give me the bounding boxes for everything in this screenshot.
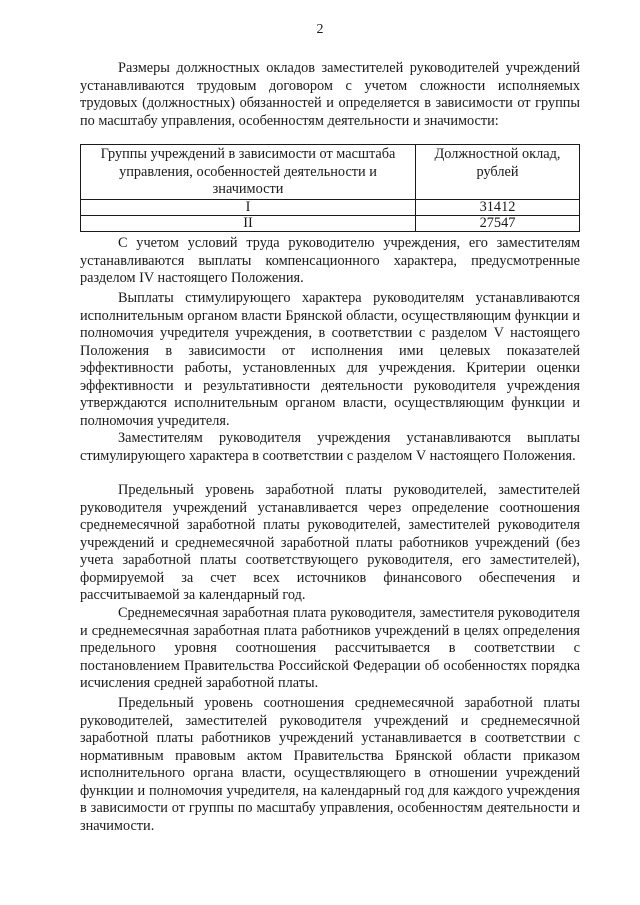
table-header-row <box>81 145 580 200</box>
group-cell: I <box>81 199 416 215</box>
page-number: 2 <box>316 22 324 37</box>
salary-cell: 31412 <box>416 199 580 215</box>
paragraph-salary-limit: Предельный уровень заработной платы руководителей, заместителей руководителя учреждений устанавливается через определение соотношения среднемесячной заработной платы руководителей, заместителей руководителя учреждений и среднемесячной заработной платы работников учреждений (без учета заработной платы соответствующего руководителя, его заместителей), формируемой за счет всех источников финансового обеспечения и рассчитываемой за календарный год. <box>80 482 580 603</box>
group-cell: II <box>81 215 416 231</box>
paragraph-average-salary: Среднемесячная заработная плата руководителя, заместителя руководителя и среднемесячная заработная плата работников учреждений в целях определения предельного уровня соотношения рассчитывается в соответствии с постановлением Правительства Российской Федерации об особенностях порядка исчисления средней заработной платы. <box>80 605 580 691</box>
paragraph-incentive-deputies: Заместителям руководителя учреждения устанавливаются выплаты стимулирующего характера в соответствии с разделом V настоящего Положения. <box>80 430 580 464</box>
table-row <box>81 215 580 231</box>
paragraph-compensation: С учетом условий труда руководителю учреждения, его заместителям устанавливаются выплаты компенсационного характера, предусмотренные разделом IV настоящего Положения. <box>80 235 580 286</box>
paragraph-ratio-limit: Предельный уровень соотношения среднемесячной заработной платы руководителей, заместителей руководителя учреждений и среднемесячной заработной платы работников учреждений устанавливается в соответствии с нормативным правовым актом Правительства Брянской области приказом исполнительного органа власти, осуществляющего в отношении учреждений функции и полномочия учредителя, на календарный год для каждого учреждения в зависимости от группы по масштабу управления, особенностям деятельности и значимости. <box>80 695 580 834</box>
paragraph-deputy-salaries: Размеры должностных окладов заместителей руководителей учреждений устанавливаются трудовым договором с учетом сложности исполняемых трудовых (должностных) обязанностей и определяется в зависимости от группы по масштабу управления, особенностям деятельности и значимости: <box>80 60 580 129</box>
salary-table <box>80 144 580 232</box>
table-row <box>81 199 580 215</box>
salary-cell: 27547 <box>416 215 580 231</box>
header-salary: Должностной оклад, рублей <box>416 145 580 200</box>
header-groups: Группы учреждений в зависимости от масштаба управления, особенностей деятельности и значимости <box>81 145 416 200</box>
paragraph-incentive-heads: Выплаты стимулирующего характера руководителям устанавливаются исполнительным органом власти Брянской области, осуществляющим функции и полномочия учредителя учреждения, в соответствии с разделом V настоящего Положения в зависимости от исполнения ими целевых показателей эффективности работы, установленных для учреждения. Критерии оценки эффективности и результативности деятельности руководителя учреждения утверждаются исполнительным органом власти, осуществляющим функции и полномочия учредителя. <box>80 290 580 429</box>
